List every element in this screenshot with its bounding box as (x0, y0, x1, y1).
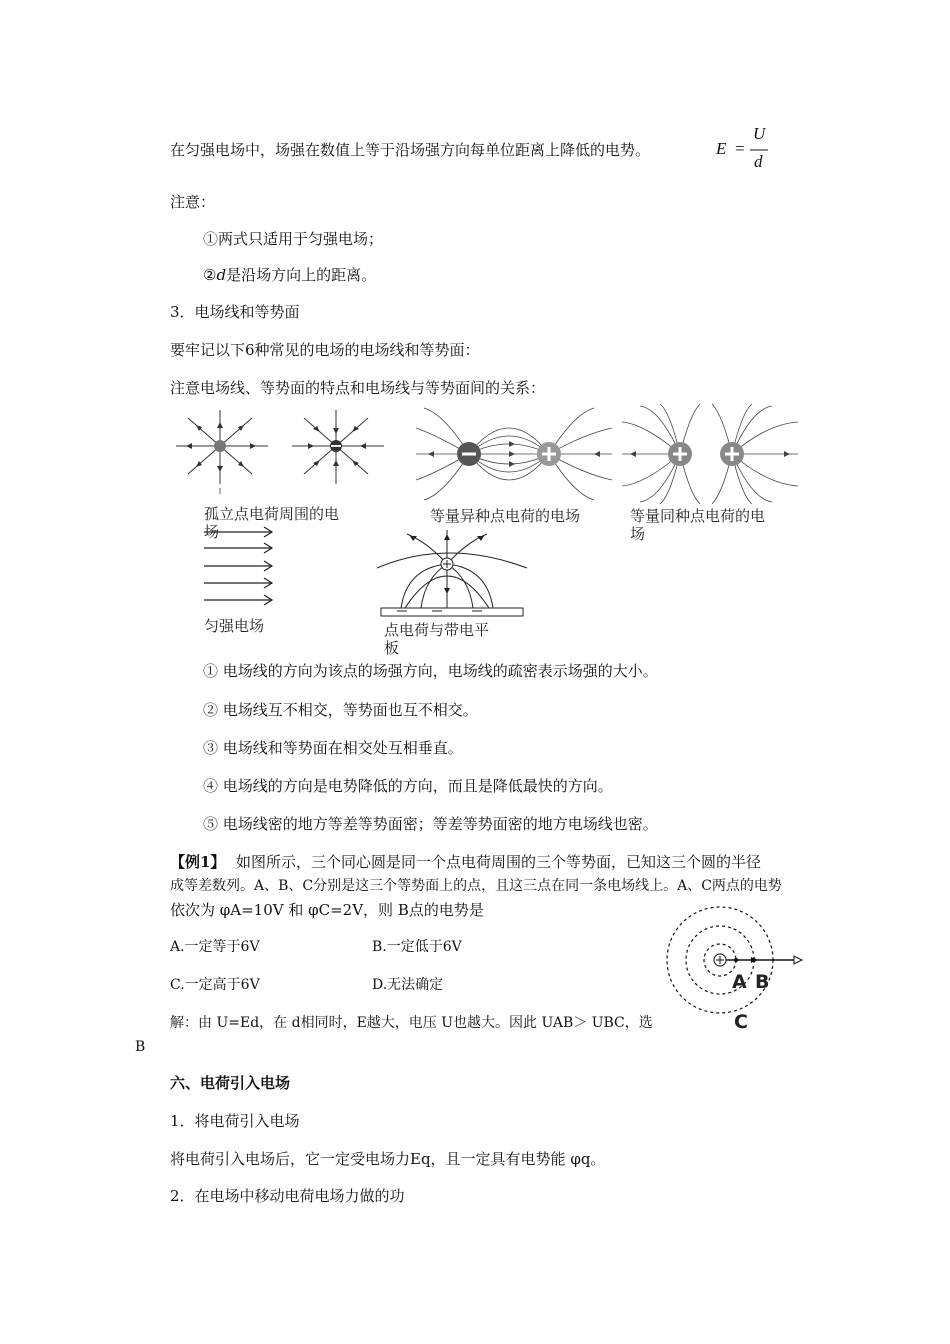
example-line-1: 如图所示，三个同心圆是同一个点电荷周围的三个等势面，已知这三个圆的半径 (236, 853, 762, 871)
isolated-charge-caption-2: 场 (204, 523, 220, 541)
example-tag: 【例1】 (170, 853, 226, 871)
property-1: ① 电场线的方向为该点的场强方向，电场线的疏密表示场强的大小。 (203, 662, 658, 680)
property-2: ② 电场线互不相交，等势面也互不相交。 (203, 701, 478, 719)
section-6-sub-2: 2．在电场中移动电荷电场力做的功 (170, 1187, 405, 1205)
property-3: ③ 电场线和等势面在相交处互相垂直。 (203, 739, 463, 757)
option-d: D.无法确定 (372, 977, 444, 993)
uniform-field-caption: 匀强电场 (204, 617, 265, 635)
property-5: ⑤ 电场线密的地方等差等势面密；等差等势面密的地方电场线也密。 (203, 815, 658, 833)
point-a-label: A (732, 971, 747, 993)
same-charges-caption-2: 场 (630, 525, 646, 543)
property-4: ④ 电场线的方向是电势降低的方向，而且是降低最快的方向。 (203, 777, 613, 795)
note-title: 注意： (170, 193, 216, 211)
opposite-charges-caption: 等量异种点电荷的电场 (430, 507, 581, 525)
isolated-negative-charge-diagram (288, 410, 388, 494)
uniform-field-diagram (204, 526, 276, 606)
formula-numerator: U (753, 124, 766, 143)
charge-plate-caption-2: 板 (384, 639, 400, 657)
section-3-title: 3．电场线和等势面 (170, 303, 300, 321)
isolated-charge-caption-1: 孤立点电荷周围的电 (204, 505, 340, 523)
note-item-2: ②d是沿场方向上的距离。 (203, 266, 377, 284)
section-6-title: 六、电荷引入电场 (170, 1074, 291, 1092)
note-item-1: ①两式只适用于匀强电场； (203, 230, 384, 248)
example-line-2: 成等差数列。A、B、C分别是这三个等势面上的点，且这三点在同一条电场线上。A、C两点的电势 (170, 878, 782, 894)
charge-plate-caption-1: 点电荷与带电平 (384, 621, 490, 639)
section-3-line-1: 要牢记以下6种常见的电场的电场线和等势面： (170, 341, 480, 359)
same-charges-diagram (620, 404, 800, 504)
charge-plate-diagram (377, 528, 527, 620)
section-3-line-2: 注意电场线、等势面的特点和电场线与等势面间的关系： (170, 379, 546, 397)
solution-line-1: 解：由 U=Ed，在 d相同时，E越大，电压 U也越大。因此 UAB＞ UBC，选 (170, 1015, 653, 1031)
same-charges-caption-1: 等量同种点电荷的电 (630, 507, 766, 525)
section-6-sub-1: 1．将电荷引入电场 (170, 1112, 300, 1130)
section-6-text-1: 将电荷引入电场后，它一定受电场力Eq，且一定具有电势能 φq。 (170, 1150, 606, 1168)
option-a: A.一定等于6V (170, 939, 260, 955)
formula-equals: = (735, 139, 745, 158)
solution-line-2: B (135, 1039, 146, 1055)
opposite-charges-diagram (414, 406, 614, 502)
intro-text: 在匀强电场中，场强在数值上等于沿场强方向每单位距离上降低的电势。 (170, 141, 651, 159)
example-line-3: 依次为 φA=10V 和 φC=2V，则 B点的电势是 (170, 901, 484, 919)
point-b-label: B (755, 971, 770, 993)
point-c-label: C (734, 1011, 748, 1033)
fraction-bar (750, 149, 770, 151)
formula-lhs: E (716, 139, 727, 158)
concentric-equipotential-diagram (666, 902, 806, 1022)
option-c: C.一定高于6V (170, 977, 260, 993)
isolated-positive-charge-diagram (172, 410, 272, 494)
option-b: B.一定低于6V (372, 939, 462, 955)
formula-denominator: d (754, 152, 763, 171)
